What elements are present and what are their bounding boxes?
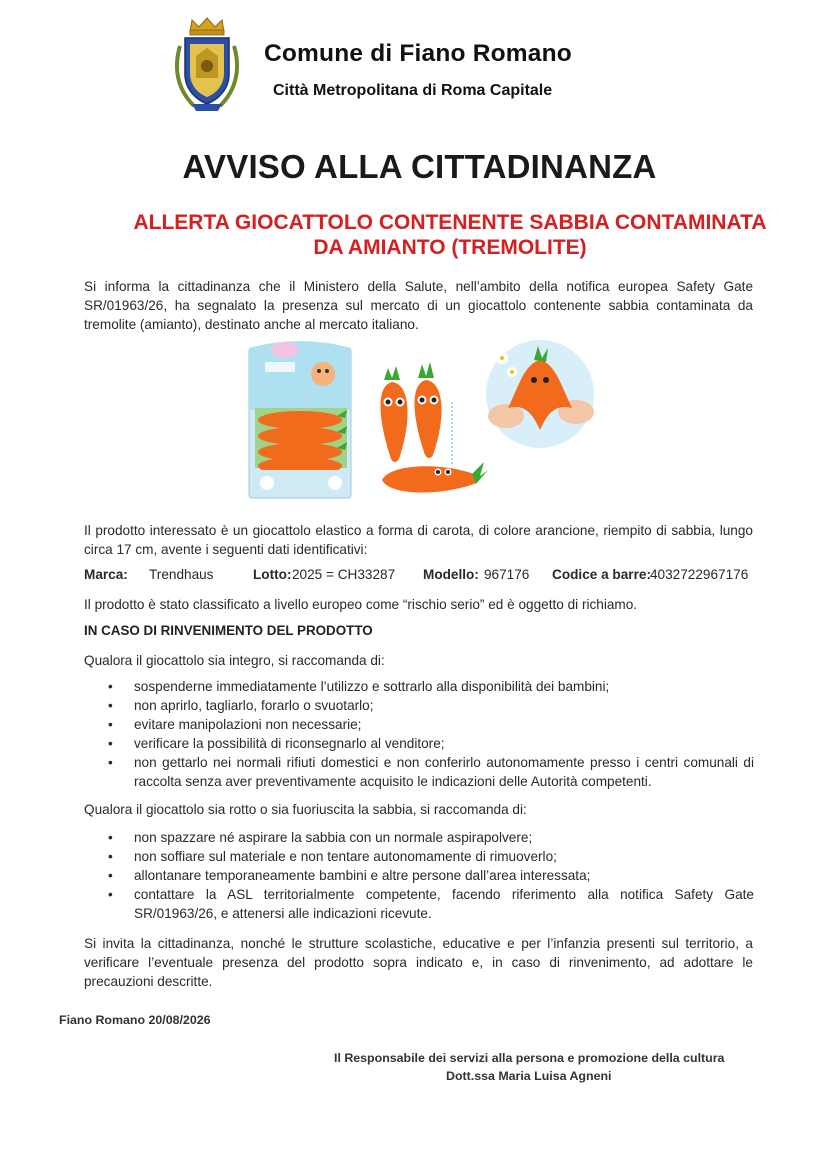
date-line: Fiano Romano 20/08/2026 <box>59 1013 211 1027</box>
model-value: 967176 <box>484 567 530 582</box>
barcode-value: 4032722967176 <box>650 567 749 582</box>
notice-title: AVVISO ALLA CITTADINANZA <box>182 148 657 185</box>
list-item: • evitare manipolazioni non necessarie; <box>108 717 362 732</box>
section-heading: IN CASO DI RINVENIMENTO DEL PRODOTTO <box>84 623 373 638</box>
list-item: • contattare la ASL territorialmente competente, facendo riferimento alla notifica Safety Gate SR/01963/26, e attenersi alle indicazioni ricevute. <box>108 887 754 921</box>
bullet-icon: • <box>108 868 113 883</box>
model-label: Modello: <box>423 567 479 582</box>
brand-label: Marca: <box>84 567 128 582</box>
bullet-icon: • <box>108 755 113 770</box>
rotto-list <box>84 828 754 923</box>
alert-title-line: DA AMIANTO (TREMOLITE) <box>313 236 587 259</box>
integro-list <box>84 677 754 791</box>
final-paragraph: Si invita la cittadinanza, nonché le strutture scolastiche, educative e per l’infanzia presenti sul territorio, a verificare l’eventuale presenza del prodotto sopra indicato e, in caso di rinvenimento, ad adottare le precauzioni descritte. <box>84 936 753 989</box>
lot-label: Lotto: <box>253 567 292 582</box>
intro-paragraph: Si informa la cittadinanza che il Ministero della Salute, nell’ambito della notifica europea Safety Gate SR/01963/26, ha segnalato la presenza sul mercato di un giocattolo contenente sabbia contaminata da tremolite (amianto), destinato anche al mercato italiano. <box>84 279 753 332</box>
municipal-crest-icon <box>172 16 242 114</box>
bullet-icon: • <box>108 830 113 845</box>
classification-paragraph: Il prodotto è stato classificato a livello europeo come “rischio serio” ed è oggetto di richiamo. <box>84 597 638 612</box>
list-item: • sospenderne immediatamente l’utilizzo e sottrarlo alla disponibilità dei bambini; <box>108 679 610 694</box>
signature-name: Dott.ssa Maria Luisa Agneni <box>446 1069 612 1083</box>
signature-role: Il Responsabile dei servizi alla persona e promozione della cultura <box>334 1051 725 1065</box>
product-description: Il prodotto interessato è un giocattolo elastico a forma di carota, di colore arancione, riempito di sabbia, lungo circa 17 cm, avente i seguenti dati identificativi: <box>84 523 753 557</box>
list-item: • verificare la possibilità di riconsegnarlo al venditore; <box>108 736 445 751</box>
list-item: • allontanare temporaneamente bambini e altre persone dall’area interessata; <box>108 868 591 883</box>
product-display-box-image <box>245 340 355 500</box>
list-item: • non aprirlo, tagliarlo, forarlo o svuotarlo; <box>108 698 374 713</box>
bullet-icon: • <box>108 887 113 902</box>
list-item: • non soffiare sul materiale e non tentare autonomamente di rimuoverlo; <box>108 849 557 864</box>
brand-value: Trendhaus <box>149 567 214 582</box>
bullet-icon: • <box>108 679 113 694</box>
carrot-toys-image <box>370 346 490 502</box>
lot-value: 2025 = CH33287 <box>292 567 396 582</box>
list-item: • non gettarlo nei normali rifiuti domestici e non conferirlo autonomamente presso i centri comunali di raccolta senza aver preventivamente acquisito le indicazioni delle Autorità competenti. <box>108 755 754 789</box>
alert-title-line: ALLERTA GIOCATTOLO CONTENENTE SABBIA CONTAMINATA <box>133 211 767 234</box>
list-item: • non spazzare né aspirare la sabbia con un normale aspirapolvere; <box>108 830 533 845</box>
municipality-name: Comune di Fiano Romano <box>264 40 572 67</box>
barcode-label: Codice a barre: <box>552 567 651 582</box>
municipality-subtitle: Città Metropolitana di Roma Capitale <box>273 82 553 99</box>
integro-intro: Qualora il giocattolo sia integro, si raccomanda di: <box>84 653 385 668</box>
alert-title <box>60 210 839 260</box>
bullet-icon: • <box>108 698 113 713</box>
bullet-icon: • <box>108 717 113 732</box>
bullet-icon: • <box>108 736 113 751</box>
rotto-intro: Qualora il giocattolo sia rotto o sia fuoriuscita la sabbia, si raccomanda di: <box>84 802 527 817</box>
squeezed-carrot-image <box>484 338 596 450</box>
product-specs <box>84 567 754 587</box>
bullet-icon: • <box>108 849 113 864</box>
